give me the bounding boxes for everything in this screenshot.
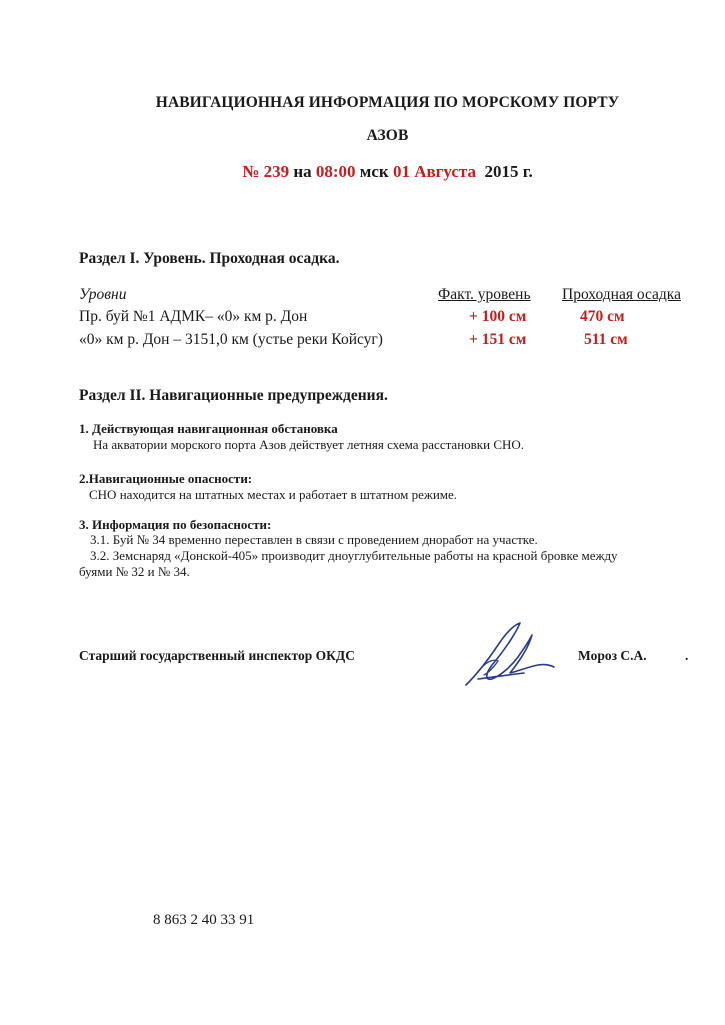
issue-number-prefix: №: [242, 162, 260, 181]
row1-name: Пр. буй №1 АДМК– «0» км р. Дон: [79, 308, 308, 325]
item2-heading: 2.Навигационные опасности:: [79, 471, 253, 486]
issue-year: 2015 г.: [484, 162, 533, 181]
row2-draft: 511 см: [584, 331, 628, 348]
issue-number: 239: [263, 162, 290, 181]
item3-heading: 3. Информация по безопасности:: [79, 517, 272, 532]
issue-line: [0, 162, 725, 182]
item1-text: На акватории морского порта Азов действует летняя схема расстановки СНО.: [93, 437, 525, 452]
item3-line3: буями № 32 и № 34.: [79, 564, 190, 579]
item3-line2: 3.2. Земснаряд «Донской-405» производит дноуглубительные работы на красной бровке между: [90, 548, 618, 563]
contact-phone: 8 863 2 40 33 91: [153, 912, 255, 928]
issue-timezone: мск: [359, 162, 389, 181]
column-header-fact-level: Факт. уровень: [438, 286, 531, 303]
section1-heading: Раздел I. Уровень. Проходная осадка.: [79, 250, 340, 267]
item3-line1: 3.1. Буй № 34 временно переставлен в связи с проведением днoработ на участке.: [90, 532, 538, 547]
row1-draft: 470 см: [580, 308, 625, 325]
row2-name: «0» км р. Дон – 3151,0 км (устье реки Койсуг): [79, 331, 383, 348]
issue-date: 01 Августа: [392, 162, 476, 181]
item1-heading: 1. Действующая навигационная обстановка: [79, 421, 338, 436]
item2-text: СНО находится на штатных местах и работает в штатном режиме.: [89, 487, 458, 502]
signer-name: Мороз С.А.: [578, 648, 647, 663]
row2-fact-level: + 151 см: [469, 331, 527, 348]
handwritten-signature: [458, 615, 558, 695]
port-name: АЗОВ: [366, 127, 409, 144]
row1-fact-level: + 100 см: [469, 308, 527, 325]
column-header-draft: Проходная осадка: [562, 286, 681, 303]
issue-at-word: на: [293, 162, 312, 181]
document-title: НАВИГАЦИОННАЯ ИНФОРМАЦИЯ ПО МОРСКОМУ ПОРТУ: [155, 94, 620, 111]
signer-position: Старший государственный инспектор ОКДС: [79, 648, 355, 663]
column-header-levels: Уровни: [79, 286, 127, 303]
section2-heading: Раздел II. Навигационные предупреждения.: [79, 387, 388, 404]
signer-trailing-dot: .: [685, 648, 689, 663]
issue-time: 08:00: [315, 162, 356, 181]
